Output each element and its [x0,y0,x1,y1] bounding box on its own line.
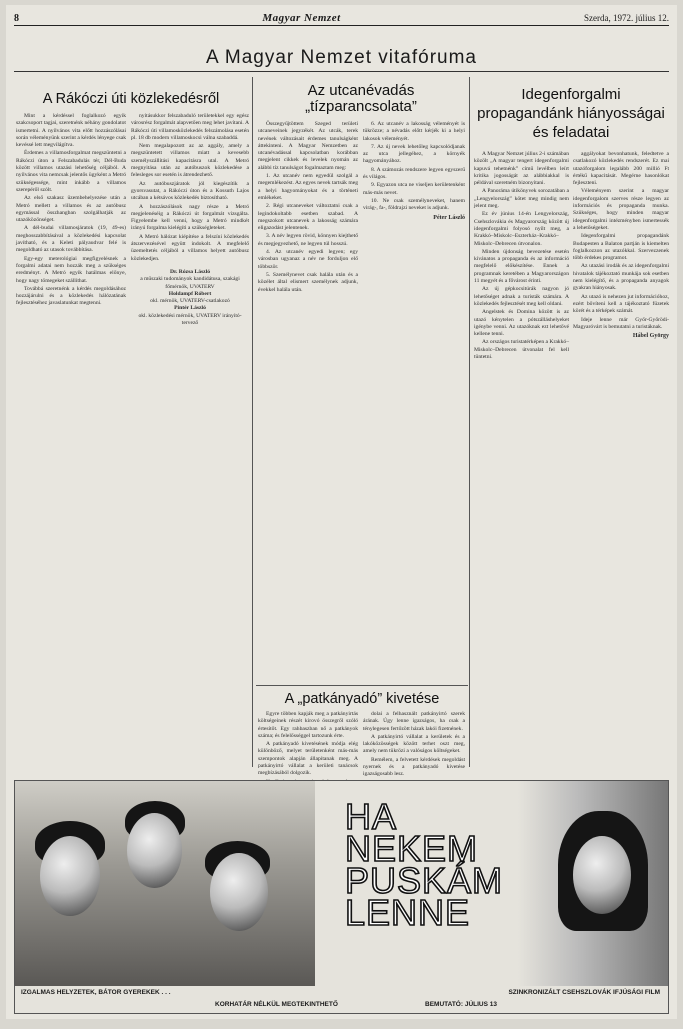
article1-title: A Rákóczi úti közlekedésről [42,91,220,107]
paragraph: A patkányadó kivetésének módja elég különböző, melyet területenként más-más szempontok alapján állapítanak meg. A patkányirtó vállalat a kerületi tanácsok megbízásából dolgozik. [258,741,358,777]
paragraph: Egyre többen kapják meg a patkányirtás költségeinek részét kirovó összegről szóló értesítőt. Egy rahbaszban nő a patkányok száma; és felelősséggel tartozunk érte. [258,711,358,739]
paragraph: Véleményem szerint a magyar idegenforgalom szerves része legyen az információs és propaganda munka. Szükséges, hogy minden magyar idegenforgalmi intézményben ismertessék a lehetőségeket. [573,188,669,231]
paragraph: 7. Az új nevek lehetőleg kapcsolódjanak az utca jellegéhez, a környék hagyományához. [363,143,465,165]
paragraph: Nem megalapozott az az aggály, amely a megszüntetett villamos miatt a kevesebb személyszállítási kapacitásra utal. A Metró megnyitása után az autóbuszok közlekedése a felesleges sor esetén is átrendezhető. [131,143,249,179]
signature-name: Dr. Rózsa László [169,268,211,275]
paragraph: 1. Az utcanév nem egyedül szolgál a megemlékezést. Az egyes nevek tartsák meg a helyi hagyományokat és a történeti emlékeket. [258,173,358,201]
column-divider [469,77,470,767]
film-still-photo [15,781,315,986]
paragraph: A dél-budai villamosjáratok (19, 49-es) meghosszabbításával a közlekedési kapcsolat javítható, és a Keleti pályaudvar felé is megoldható az utasok továbbítása. [16,225,126,254]
paragraph: A Magyar Nemzet július 2-i számában közölt „A magyar tengert idegenforgalmi kapuvá tehetnénk” című levélben leírt kritika jogosságát az alábbiakkal is példával szeretném bizonyítani. [474,151,569,187]
paragraph: Az utazó is nehezen jut információhoz, ezért bővíteni kell a tájékoztató füzetek körét és a térképek számát. [573,293,669,315]
film-title-line: PUSKÁM [345,860,504,901]
article4-col2 [573,151,669,769]
film-advertisement [14,780,669,1014]
paragraph: Idegenforgalmi propagandánk Budapesten a Balaton partján is kiemelten foglalkozzon az utazókkal. Szervezzenek több érdekes programot. [573,233,669,262]
article1-col1-body [16,113,126,308]
article1-col1 [16,113,126,768]
film-title-line: LENNE [345,892,471,933]
film-tagline: IZGALMAS HELYZETEK, BÁTOR GYEREKEK . . . [21,989,171,996]
paragraph: dolai a felhasznált patkányirtó szerek árának. Úgy lenne igazságos, ha csak a ténylegesen fertőzött házak lakói fizetnének. [363,711,465,732]
article3-col2 [363,711,465,778]
signature-name: Holdampf Róbert [168,290,212,297]
paragraph: Az utazási irodák és az idegenforgalmi hivatalok tájékoztató munkája sok esetben nem kielégítő, és a propaganda anyagok gyakran hiányosak. [573,263,669,292]
article2-signature: Péter László [433,214,465,221]
paragraph: Angelstek és Domina között is az utazó kénytelen a pótszálláshelyeket igénybe venni. Az utazóknak ezt lehetővé kellene tenni. [474,309,569,338]
paragraph: 10. Ne csak személyneveket, hanem virág-, fa-, földrajzi neveket is adjunk. [363,197,465,212]
film-title-line: NEKEM [345,828,479,869]
paragraph: 4. Az utcanév egyedi legyen; egy városban ugyanaz a név ne forduljon elő többször. [258,249,358,270]
page-number: 8 [14,12,19,24]
paragraph: Az autóbuszjáratok jól kiegészítik a gyorsvasutat, a Rákóczi úton és a Kossuth Lajos utcában a kétsávos közlekedés biztosítható. [131,180,249,202]
paragraph: 8. A számozás rendszere legyen egyszerű és világos. [363,166,465,181]
film-premiere: BEMUTATÓ: JÚLIUS 13 [425,1001,497,1008]
article1-col2 [131,113,249,768]
paragraph: Érdemes a villamosforgalmat megszüntetni a Rákóczi úton a Felszabadulás tér, Dél-Buda között villamos utazási lehetőség céljából. A nyilvános vita nemcsak jelentős ügyként a Metró szükségessége, mint inkább a villamos szerepéről szólt. [16,150,126,193]
paragraph: Minden újdonság bevezetése esetén kívánatos a propaganda és az információ megfelelő előkészítése. Ennek a programnak keretében a Magyarországon 11 megyét és a fővárost érinti. [474,248,569,285]
article2-title: Az utcanévadás „tízparancsolata” [305,82,417,115]
article4-signature: Hábel György [632,333,669,340]
paragraph: 9. Egyazon utca ne viseljen kerületenként más-más nevet. [363,182,465,196]
page-header [14,11,669,26]
film-title [345,796,504,933]
paragraph: A hozzászólások nagy része a Metró megjelenéséig a Rákóczi út forgalmát vizsgálta. Figyelembe kell venni, hogy a Metró mindkét irányú forgalma kielégíti a szükségleteket. [131,203,249,232]
paragraph: A Metró hálózat kiépítése a felszíni közlekedés átszervezésével együtt indokolt. A megfelelő üzemeltetés céljából a villamos helyett autóbusz közlekedjen. [131,233,249,262]
paragraph: aggályokat bevonhatunk, feledtetve a csatlakozó közlekedés rendszerét. Ez mai utazóforgalom legalább 200 millió Ft értékű kapacitását. Megérne hasonlókat fejleszteni. [573,151,669,187]
paragraph: Összegyűjtöttem Szeged területi utcaneveinek jegyzékét. Az utcák, terek nevének változásait érdemes tanulságként áttekinteni. A Magyar Nemzetben az utcanévadással kapcsolatban korábban megjelent cikkek és levelek nyomán az alábbi tíz tanulságot fogalmaztam meg: [258,121,358,171]
paragraph: nyitásukkor felszabaduló területekkel egy egész városrész forgalmát alapvetően meg lehet javítani. A Rákóczi úti villamosközlekedés felszámolása esetén pl. 18 db modern villamoskocsi válna szabaddá. [131,113,249,141]
article2-col2 [363,121,465,681]
article4-col1 [474,151,569,769]
film-title-line: HA [345,796,398,837]
section-title: A Magyar Nemzet vitafóruma [206,47,477,68]
issue-date: Szerda, 1972. július 12. [583,13,669,23]
signature-title: a műszaki tudományok kandidátusa, szakági főmérnök, UVATERV [140,276,240,290]
signature-name: Pintér László [174,305,206,312]
section-rule [14,71,669,72]
article4-title: Idegenforgalmi propagandánk hiányosságai és feladatai [477,86,665,141]
paragraph: Ez év június 14-én Lengyelország, Csehszlovákia és Magyarország között új idegenforgalmi folyosó nyílt meg, a Krakkó–Miskolc–Eszterház–Krakkó–Miskolc–Debrecen útvonalon. [474,211,569,247]
signature-title: okl. közlekedési mérnök, UVATERV irányító-tervező [138,312,242,327]
paragraph: 5. Személynevet csak halála után és a közélet által elismert személynek adjunk, évekkel halála után. [258,271,358,293]
article3-col1 [258,711,358,777]
paragraph: Az új gépkocsitúrák nagyon jó lehetőséget adnak a turisták számára. A közlekedés fejlesztését meg kell oldani. [474,286,569,307]
paragraph: Remélem, a felvetett kérdések megoldást nyernek és a patkányadó kivetése igazságosabb lesz. [363,756,465,778]
paragraph: Mint a kérdéssel foglalkozó egyik szakcsoport tagjai, szeretnénk néhány gondolatot ismertetni. A nyilvános vita előtt hozzászólásai során véleményünk szerint a kérdés lényege csak kevéssé lett megvilágítva. [16,113,126,149]
column-divider [252,77,253,767]
article-divider [256,685,468,686]
paragraph: Az első szakasz üzembehelyezése után a Metró mellett a villamos és az autóbusz egymással összhangban szolgálhatják az utazóközönséget. [16,195,126,224]
article2-col1 [258,121,358,681]
paragraph: Ideje lenne már Győr-Győrödi-Magyaróvárt is bemutatni a turistáknak. [573,316,669,330]
article1-signatures [131,269,249,327]
paragraph: A patkányirtó vállalat a kerületek és a lakóközösségek között terhet oszt meg, amely nem tükrözi a valóságos költségeket. [363,733,465,755]
paragraph: 3. A név legyen rövid, könnyen kiejthető és megjegyezhető, ne legyen túl hosszú. [258,233,358,247]
paragraph: Továbbá szeretnénk a kérdés megoldásához hozzájárulni és a közlekedés hálózatának fejlesztéséhez javaslatunkat megtenni. [16,285,126,307]
newspaper-page [6,5,677,1019]
film-girl-photo [518,781,668,986]
paragraph: 2. Régi utcaneveket változtatni csak a legindokoltabb esetben szabad. A megszokott utcanevek a lakosság számára eligazodást jelentenek. [258,203,358,232]
film-genre: SZINKRONIZÁLT CSEHSZLOVÁK IFJÚSÁGI FILM [508,989,660,996]
paragraph: Egy-egy meterológiai megfigyelésnek a forgalmi adatai nem hozzák meg a szükséges eredményt. A Metró egyik hatálmas előnye, hogy nagy tömegeket szállíthat. [16,255,126,284]
film-rating: KORHATÁR NÉLKÜL MEGTEKINTHETŐ [215,1001,338,1008]
masthead: Magyar Nemzet [262,12,341,24]
paragraph: Az országos turistatérképen a Krakkó–Miskolc–Debrecen útvonalat fel kell tüntetni. [474,339,569,361]
paragraph: A Panoráma útikönyvek sorozatában a „Lengyelország” kötet meg mindig nem jelent meg. [474,188,569,210]
article3-title: A „patkányadó” kivetése [284,691,440,707]
signature-title: okl. mérnök, UVATERV-csatlakozó [150,298,230,305]
paragraph: 6. Az utcanév a lakosság véleményét is tükrözze; a névadás előtt kérjék ki a helyi lakosok véleményét. [363,121,465,142]
